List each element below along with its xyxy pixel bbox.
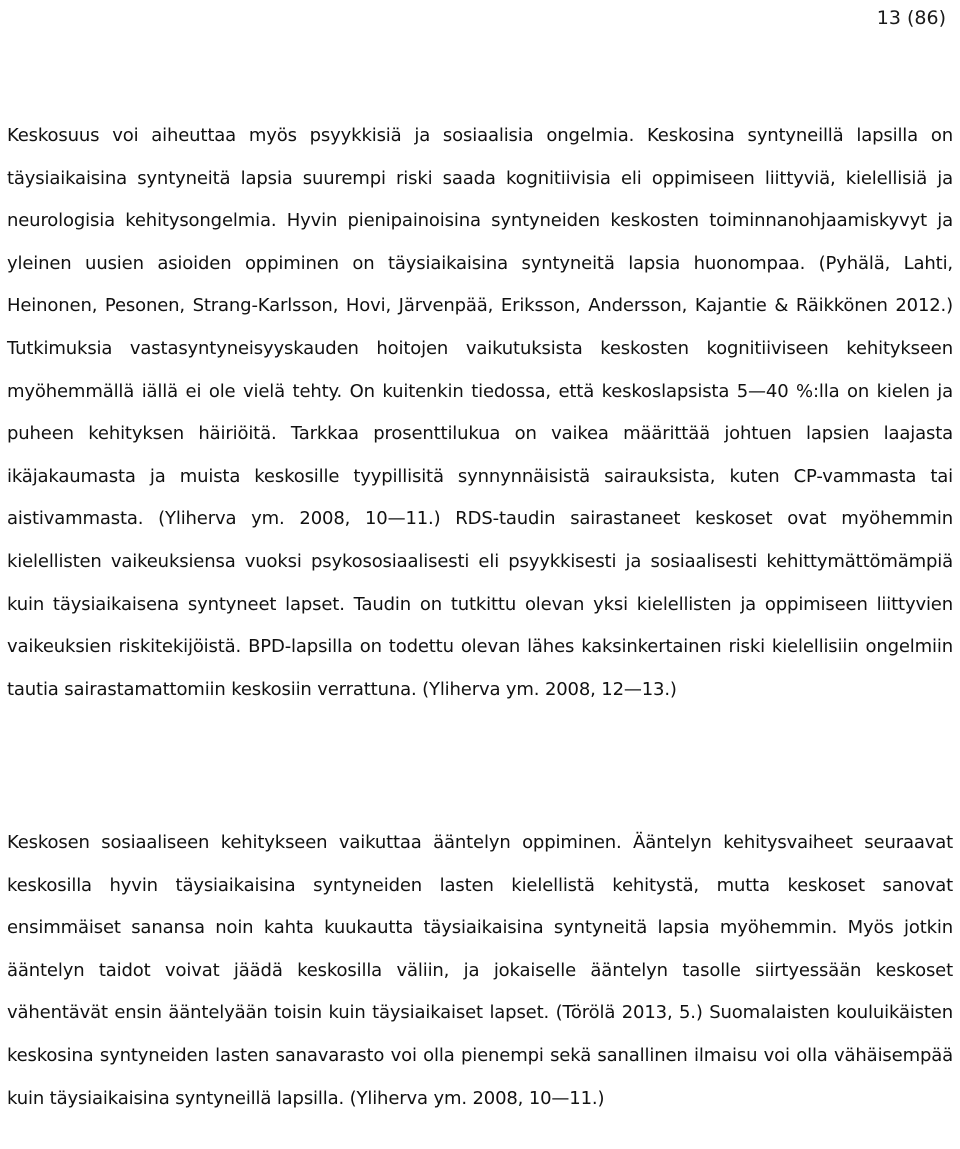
page-number: 13 (86)	[876, 7, 946, 29]
paragraph-1: Keskosuus voi aiheuttaa myös psyykkisiä ja sosiaalisia ongelmia. Keskosina syntyneillä lapsilla on täysiaikaisina syntyneitä lapsia suurempi riski saada kognitiivisia eli oppimiseen liittyviä, kielellisiä ja neurologisia kehitysongelmia. Hyvin pienipainoisina syntyneiden keskosten toiminnanohjaamiskyvyt ja yleinen uusien asioiden oppiminen on täysiaikaisina syntyneitä lapsia huonompaa. (Pyhälä, Lahti, Heinonen, Pesonen, Strang-Karlsson, Hovi, Järvenpää, Eriksson, Andersson, Kajantie & Räikkönen 2012.) Tutkimuksia vastasyntyneisyyskauden hoitojen vaikutuksista keskosten kognitiiviseen kehitykseen myöhemmällä iällä ei ole vielä tehty. On kuitenkin tiedossa, että keskoslapsista 5—40 %:lla on kielen ja puheen kehityksen häiriöitä. Tarkkaa prosenttilukua on vaikea määrittää johtuen lapsien laajasta ikäjakaumasta ja muista keskosille tyypillisitä synnynnäisistä sairauksista, kuten CP-vammasta tai aistivammasta. (Yliherva ym. 2008, 10—11.) RDS-taudin sairastaneet keskoset ovat myöhemmin kielellisten vaikeuksiensa vuoksi psykososiaalisesti eli psyykkisesti ja sosiaalisesti kehittymättömämpiä kuin täysiaikaisena syntyneet lapset. Taudin on tutkittu olevan yksi kielellisten ja oppimiseen liittyvien vaikeuksien riskitekijöistä. BPD-lapsilla on todettu olevan lähes kaksinkertainen riski kielellisiin ongelmiin tautia sairastamattomiin keskosiin verrattuna. (Yliherva ym. 2008, 12—13.)	[7, 125, 953, 700]
paragraph-2: Keskosen sosiaaliseen kehitykseen vaikuttaa ääntelyn oppiminen. Ääntelyn kehitysvaiheet seuraavat keskosilla hyvin täysiaikaisina syntyneiden lasten kielellistä kehitystä, mutta keskoset sanovat ensimmäiset sanansa noin kahta kuukautta täysiaikaisina syntyneitä lapsia myöhemmin. Myös jotkin ääntelyn taidot voivat jäädä keskosilla väliin, ja jokaiselle ääntelyn tasolle siirtyessään keskoset vähentävät ensin ääntelyään toisin kuin täysiaikaiset lapset. (Törölä 2013, 5.) Suomalaisten kouluikäisten keskosina syntyneiden lasten sanavarasto voi olla pienempi sekä sanallinen ilmaisu voi olla vähäisempää kuin täysiaikaisina syntyneillä lapsilla. (Yliherva ym. 2008, 10—11.)	[7, 832, 953, 1109]
